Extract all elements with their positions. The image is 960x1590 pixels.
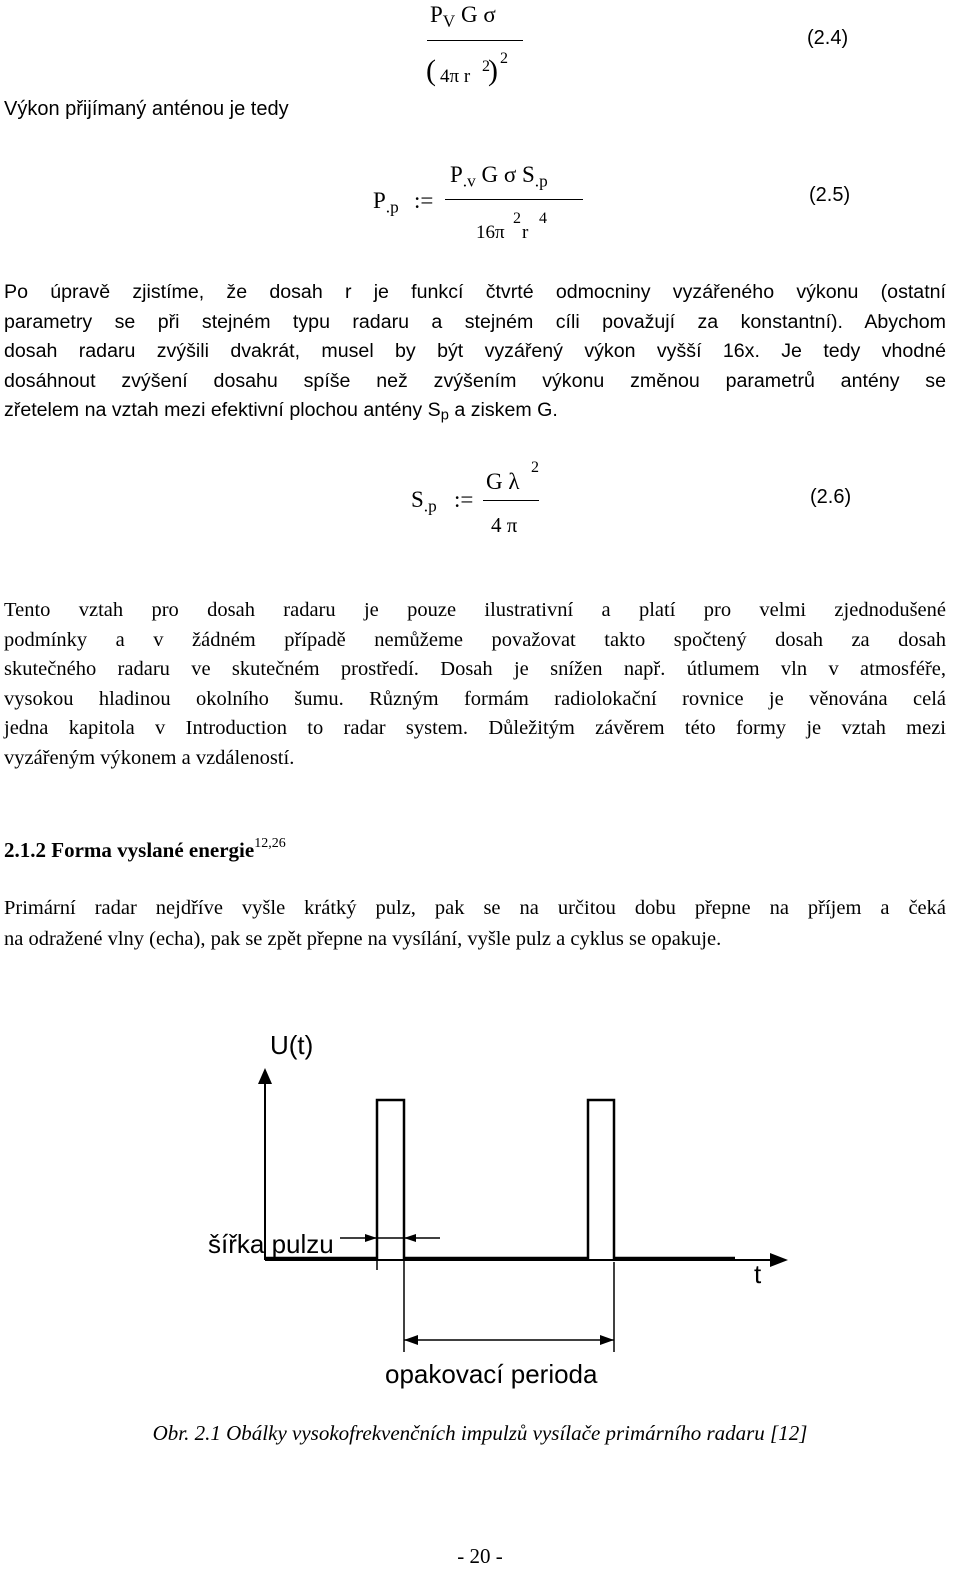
eq-2-5-assign: := — [414, 188, 434, 213]
eq-2-5-num-v: .v — [462, 171, 476, 191]
paragraph-2-last-line: vyzářeným výkonem a vzdáleností. — [4, 746, 295, 769]
pulse-envelope-figure — [0, 1010, 960, 1410]
eq-2-5-den-r: r — [522, 222, 529, 243]
paragraph-1-line: Po úpravě zjistíme, že dosah r je funkcí čtvrté odmocniny vyzářeného výkonu (ostatní — [4, 281, 946, 303]
eq-2-6-assign: := — [454, 487, 474, 512]
x-axis-arrowhead — [770, 1253, 788, 1267]
paragraph-1-line: dosah radaru zvýšili dvakrát, musel by být vyzářený výkon vyšší 16x. Je tedy vhodné — [4, 340, 946, 362]
eq-2-5-den-exp: 2 — [513, 210, 521, 227]
period-arrow-left — [404, 1335, 418, 1345]
section-heading — [4, 836, 286, 863]
eq-2-6-number: (2.6) — [810, 486, 852, 508]
paragraph-2-line: podmínky a v žádném případě nemůžeme považovat takto spočtený dosah za dosah — [4, 628, 946, 651]
eq-2-5-number: (2.5) — [809, 184, 851, 206]
paragraph-1-line: parametry se při stejném typu radaru a stejném cíli považují za konstantní). Abychom — [4, 310, 946, 333]
eq-2-6-fraction-bar — [483, 500, 539, 501]
eq-2-5-lhs: P — [373, 188, 386, 213]
paragraph-2-line: skutečného radaru ve skutečném prostředí. Dosah je snížen např. útlumem vln v atmosféře, — [4, 658, 946, 681]
pulse-width-arrow-right — [404, 1234, 416, 1242]
eq-2-5-den-r-exp: 4 — [539, 210, 547, 227]
y-axis-label: U(t) — [270, 1030, 314, 1060]
eq-2-4-denominator: 4π r — [440, 66, 471, 87]
equation-2-5 — [0, 150, 960, 250]
eq-2-5-num-mid: G σ S — [475, 162, 535, 187]
equation-2-6 — [0, 455, 960, 545]
paragraph-1-last-after: a ziskem G. — [448, 399, 558, 421]
eq-2-4-right-paren: ) — [488, 54, 498, 87]
figure-caption: Obr. 2.1 Obálky vysokofrekvenčních impulzů vysílače primárního radaru [12] — [152, 1421, 808, 1445]
eq-2-5-den-main: 16π — [476, 222, 505, 243]
paragraph-3 — [4, 893, 946, 955]
eq-2-4-numerator-sub: V — [442, 11, 456, 31]
intro-line: Výkon přijímaný anténou je tedy — [4, 98, 289, 120]
eq-2-6-den: 4 π — [491, 513, 518, 537]
eq-2-6-lhs: S — [411, 487, 424, 512]
eq-2-4-numerator: P — [430, 2, 443, 27]
paragraph-3-last-line: na odražené vlny (echa), pak se zpět přepne na vysílání, vyšle pulz a cyklus se opakuje. — [4, 928, 722, 950]
eq-2-4-denominator-exp: 2 — [482, 58, 490, 75]
period-label: opakovací perioda — [385, 1359, 598, 1389]
paragraph-3-line: Primární radar nejdříve vyšle krátký pulz, pak se na určitou dobu přepne na příjem a čeká — [4, 897, 946, 919]
eq-2-4-outer-exp: 2 — [500, 50, 508, 67]
eq-2-6-lhs-sub: .p — [423, 496, 437, 516]
eq-2-6-num: G λ — [486, 469, 520, 494]
y-axis-arrowhead — [258, 1068, 272, 1084]
paragraph-2-line: jedna kapitola v Introduction to radar system. Důležitým závěrem této formy je vztah mezi — [4, 717, 946, 740]
paragraph-1-last-before: zřetelem na vztah mezi efektivní plochou antény S — [4, 399, 441, 421]
pulse-width-label: šířka pulzu — [208, 1229, 334, 1259]
section-heading-superscript: 12,26 — [254, 836, 286, 851]
page-number: - 20 - — [457, 1544, 503, 1568]
eq-2-5-fraction-bar — [445, 199, 583, 200]
equation-2-4 — [0, 0, 960, 100]
pulse-waveform — [265, 1100, 735, 1258]
eq-2-4-fraction-bar — [427, 40, 523, 41]
section-heading-text: 2.1.2 Forma vyslané energie — [4, 838, 255, 862]
paragraph-2-line: Tento vztah pro dosah radaru je pouze ilustrativní a platí pro velmi zjednodušené — [4, 599, 946, 621]
paragraph-2 — [4, 596, 946, 774]
paragraph-1 — [4, 278, 946, 431]
paragraph-1-line: dosáhnout zvýšení dosahu spíše než zvýšením výkonu změnou parametrů antény se — [4, 369, 946, 392]
eq-2-6-num-exp: 2 — [531, 459, 539, 476]
pulse-width-arrow-left — [365, 1234, 377, 1242]
eq-2-4-left-paren: ( — [426, 54, 436, 87]
eq-2-5-num-p2: .p — [534, 171, 548, 191]
eq-2-5-num-p: P — [450, 162, 463, 187]
paragraph-2-line: vysokou hladinou okolního šumu. Různým formám radiolokační rovnice je věnována celá — [4, 687, 946, 710]
eq-2-5-lhs-sub: .p — [385, 197, 399, 217]
eq-2-4-number: (2.4) — [807, 27, 849, 49]
period-arrow-right — [600, 1335, 614, 1345]
eq-2-4-numerator-rest: G σ — [455, 2, 496, 27]
x-axis-label: t — [754, 1259, 762, 1289]
paragraph-1-last-sub: p — [440, 407, 449, 424]
